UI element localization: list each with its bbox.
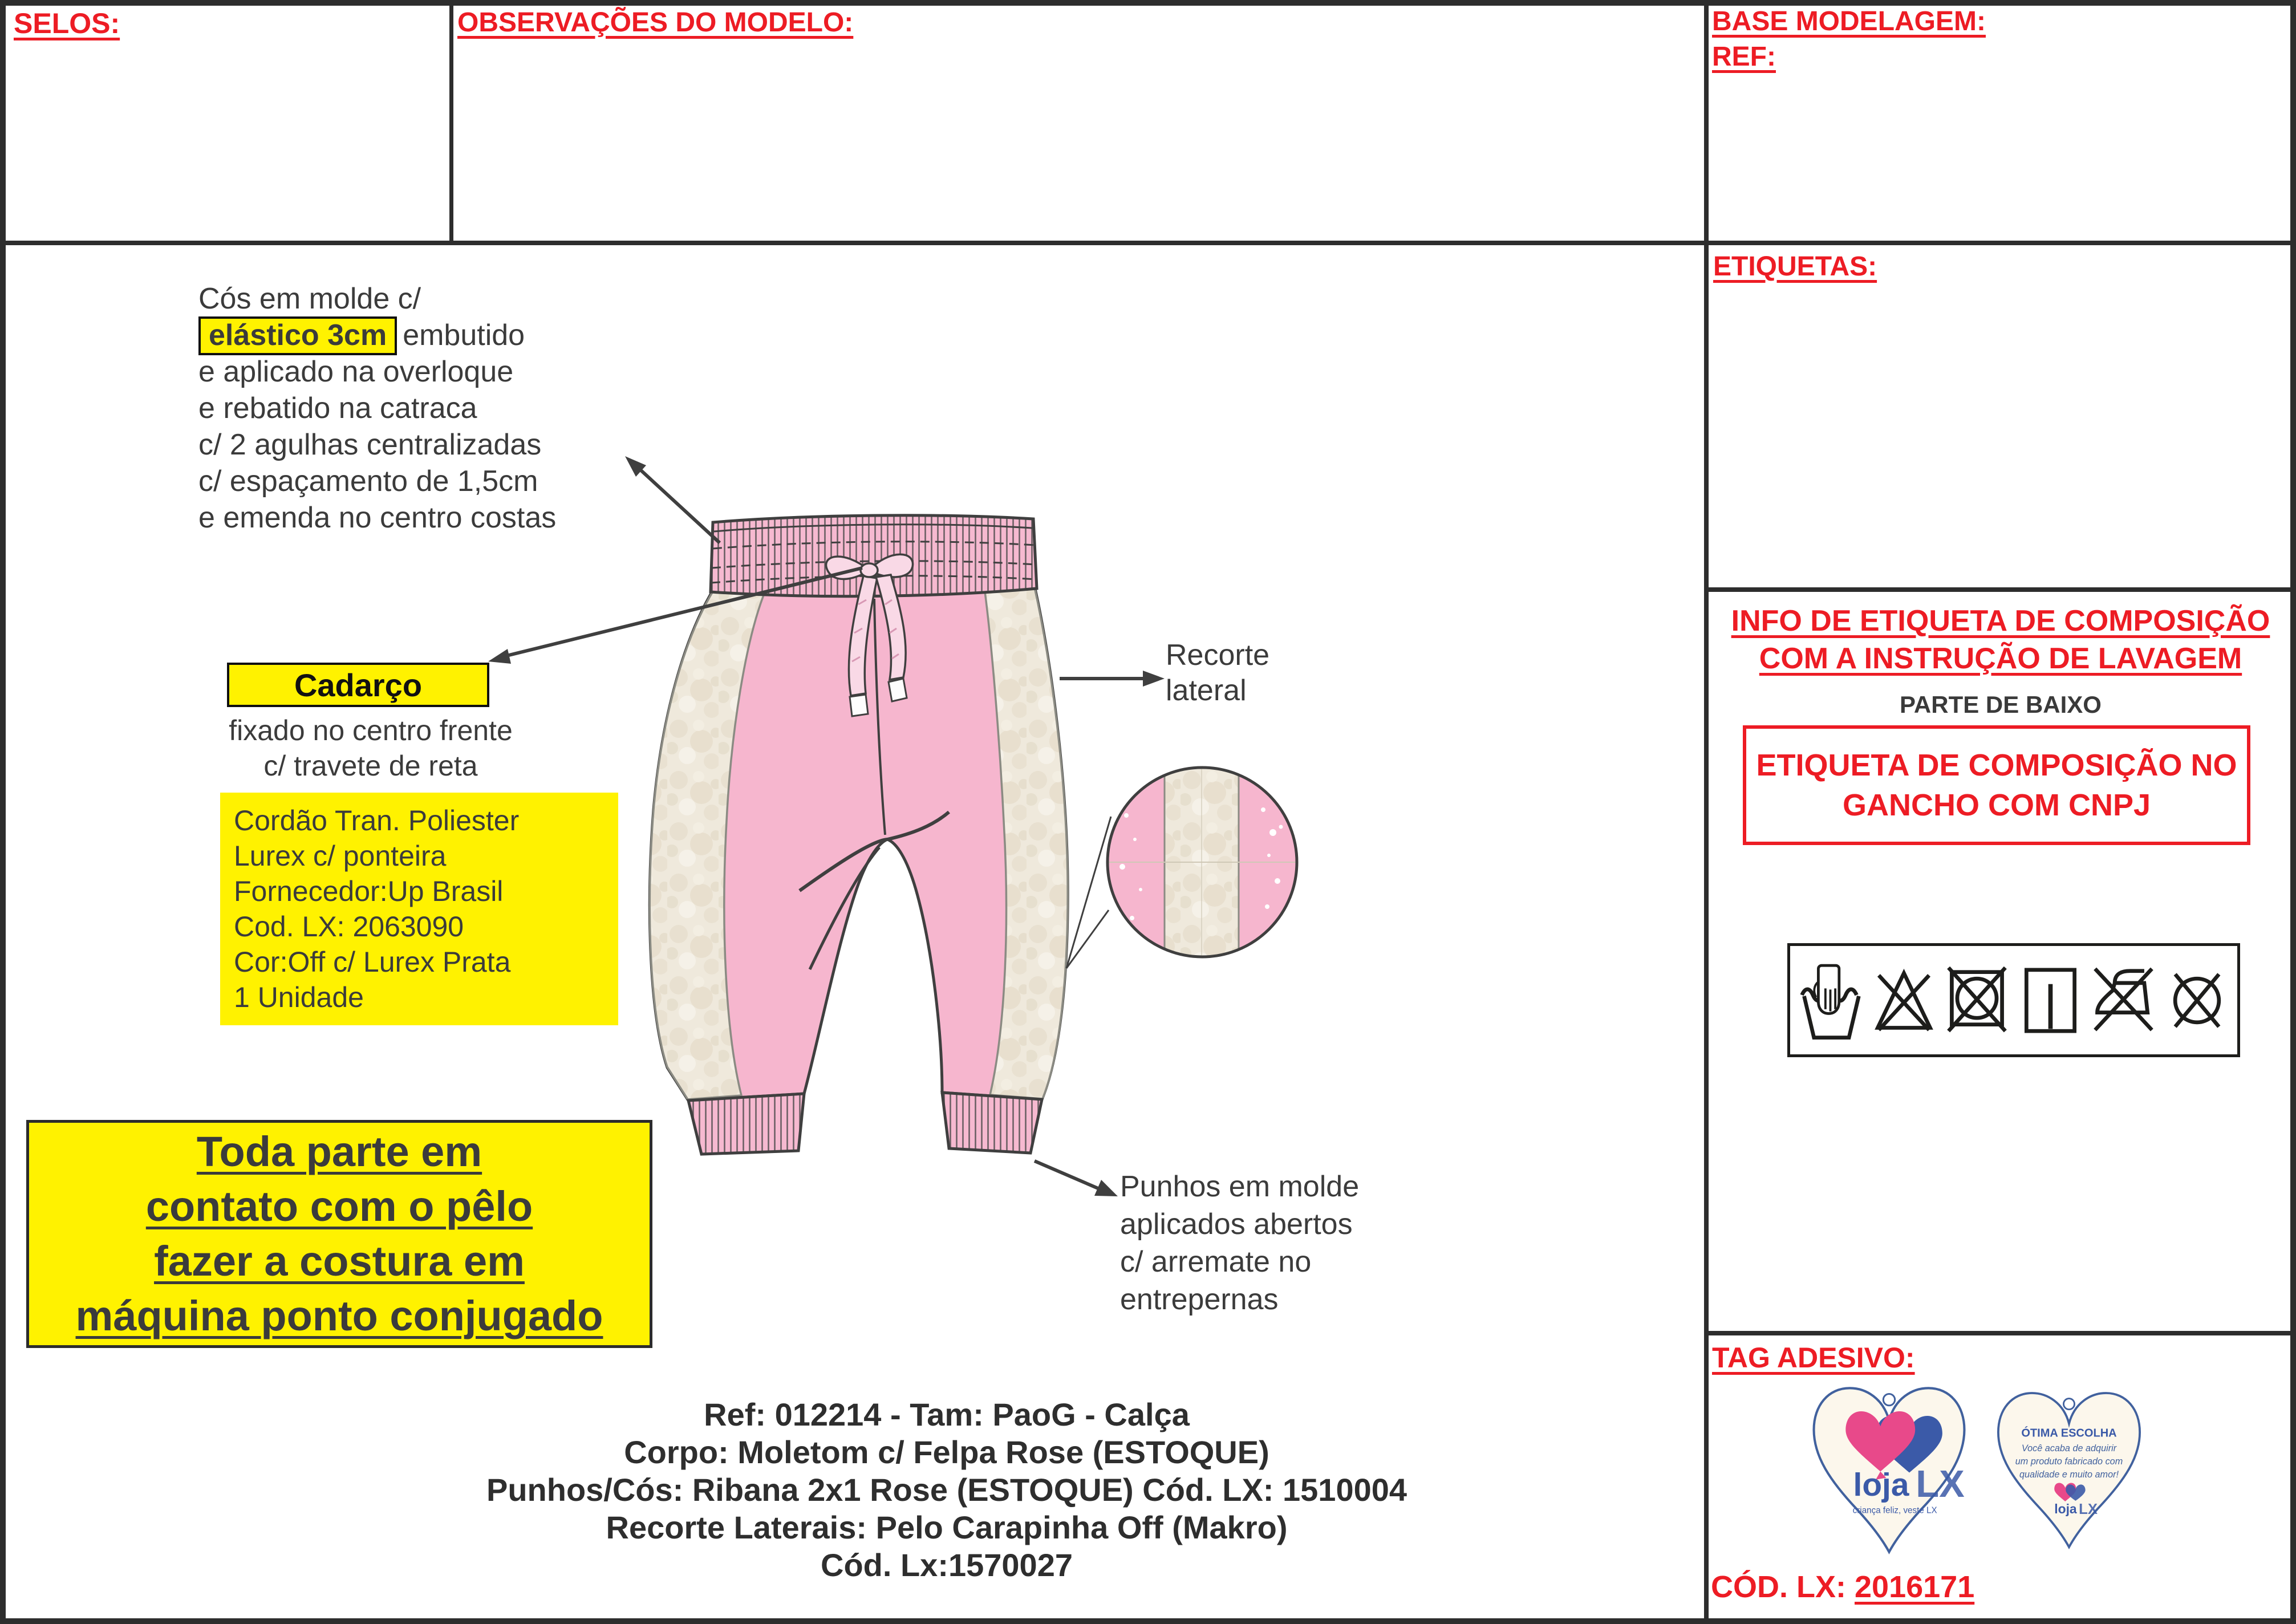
do-not-dry-clean-icon xyxy=(2164,956,2230,1045)
waistband-note-line: Cós em molde c/ xyxy=(198,282,421,315)
ribbed-cuff-right xyxy=(942,1093,1042,1153)
waistband-note xyxy=(198,281,556,536)
elastic-highlight: elástico 3cm xyxy=(198,316,397,355)
info-header: INFO DE ETIQUETA DE COMPOSIÇÃO COM A INSTRUÇÃO DE LAVAGEM xyxy=(1731,604,2270,675)
cod-lx-value: 2016171 xyxy=(1855,1570,1975,1604)
svg-text:qualidade e muito amor!: qualidade e muito amor! xyxy=(2019,1469,2119,1480)
tag-message-title: ÓTIMA ESCOLHA xyxy=(2021,1427,2117,1440)
ribbed-cuff-left xyxy=(688,1094,804,1154)
waistband-note-line: elástico 3cm embutido xyxy=(198,317,556,354)
cordao-info-box: Cordão Tran. Poliester Lurex c/ ponteira Fornecedor:Up Brasil Cod. LX: 2063090 Cor:Off c/ Lurex Prata 1 Unidade xyxy=(220,793,618,1025)
waistband-note-line: e emenda no centro costas xyxy=(198,501,557,534)
do-not-tumble-dry-icon xyxy=(1944,956,2010,1045)
parte-de-baixo-label: PARTE DE BAIXO xyxy=(1900,691,2102,718)
cod-lx-line xyxy=(1711,1569,1974,1605)
waistband-note-line: c/ espaçamento de 1,5cm xyxy=(198,465,538,498)
svg-text:Você acaba de adquirir: Você acaba de adquirir xyxy=(2021,1443,2117,1454)
base-modelagem-label: BASE MODELAGEM: xyxy=(1712,6,1986,36)
heart-tag-message xyxy=(1983,1381,2155,1561)
cadarco-highlight-box xyxy=(227,663,489,707)
tag-punch-hole xyxy=(1883,1394,1895,1405)
tag-adesivo-label: TAG ADESIVO: xyxy=(1712,1342,1915,1374)
recorte-lateral-note: Recorte lateral xyxy=(1166,639,1270,707)
tag-punch-hole xyxy=(2063,1399,2074,1410)
waistband-note-line: e aplicado na overloque xyxy=(198,355,514,388)
svg-text:loja: loja xyxy=(2054,1501,2077,1516)
fabric-detail-callout xyxy=(1066,768,1297,968)
drip-dry-icon xyxy=(2018,956,2083,1045)
ref-label: REF: xyxy=(1712,42,1776,72)
composition-label-box: ETIQUETA DE COMPOSIÇÃO NO GANCHO COM CNPJ xyxy=(1743,725,2250,845)
punhos-note: Punhos em molde aplicados abertos c/ arremate no entrepernas xyxy=(1120,1170,1360,1316)
care-symbols-box xyxy=(1787,943,2240,1057)
cod-lx-label: CÓD. LX: xyxy=(1711,1570,1855,1604)
svg-text:LX: LX xyxy=(2079,1501,2098,1517)
brand-tagline: criança feliz, veste LX xyxy=(1852,1505,1937,1516)
observacoes-label: OBSERVAÇÕES DO MODELO: xyxy=(457,7,854,38)
brand-text: loja xyxy=(1853,1467,1909,1504)
heart-tag-logo xyxy=(1796,1375,1982,1566)
waistband-note-line: c/ 2 agulhas centralizadas xyxy=(198,428,542,461)
do-not-iron-icon xyxy=(2091,956,2156,1045)
cadarco-title: Cadarço xyxy=(294,667,423,703)
waistband-note-line: e rebatido na catraca xyxy=(198,392,477,425)
footer-specs: Ref: 012214 - Tam: PaoG - Calça Corpo: Moletom c/ Felpa Rose (ESTOQUE) Punhos/Cós: Ribana 2x1 Rose (ESTOQUE) Cód. LX: 1510004 Recorte Laterais: Pelo Carapinha Off (Makro) Cód. Lx:1570027 xyxy=(486,1396,1407,1583)
pants-body xyxy=(650,515,1068,1154)
cadarco-note: fixado no centro frente c/ travete de reta xyxy=(229,714,513,782)
pelo-warning-box: Toda parte em contato com o pêlo fazer a costura em máquina ponto conjugado xyxy=(26,1120,652,1348)
selos-label: SELOS: xyxy=(14,7,120,39)
svg-text:um produto fabricado com: um produto fabricado com xyxy=(2015,1456,2123,1467)
brand-text-lx: LX xyxy=(1916,1463,1965,1506)
etiquetas-label: ETIQUETAS: xyxy=(1713,251,1877,282)
do-not-bleach-icon xyxy=(1871,956,1937,1045)
hand-wash-icon xyxy=(1798,956,1863,1045)
